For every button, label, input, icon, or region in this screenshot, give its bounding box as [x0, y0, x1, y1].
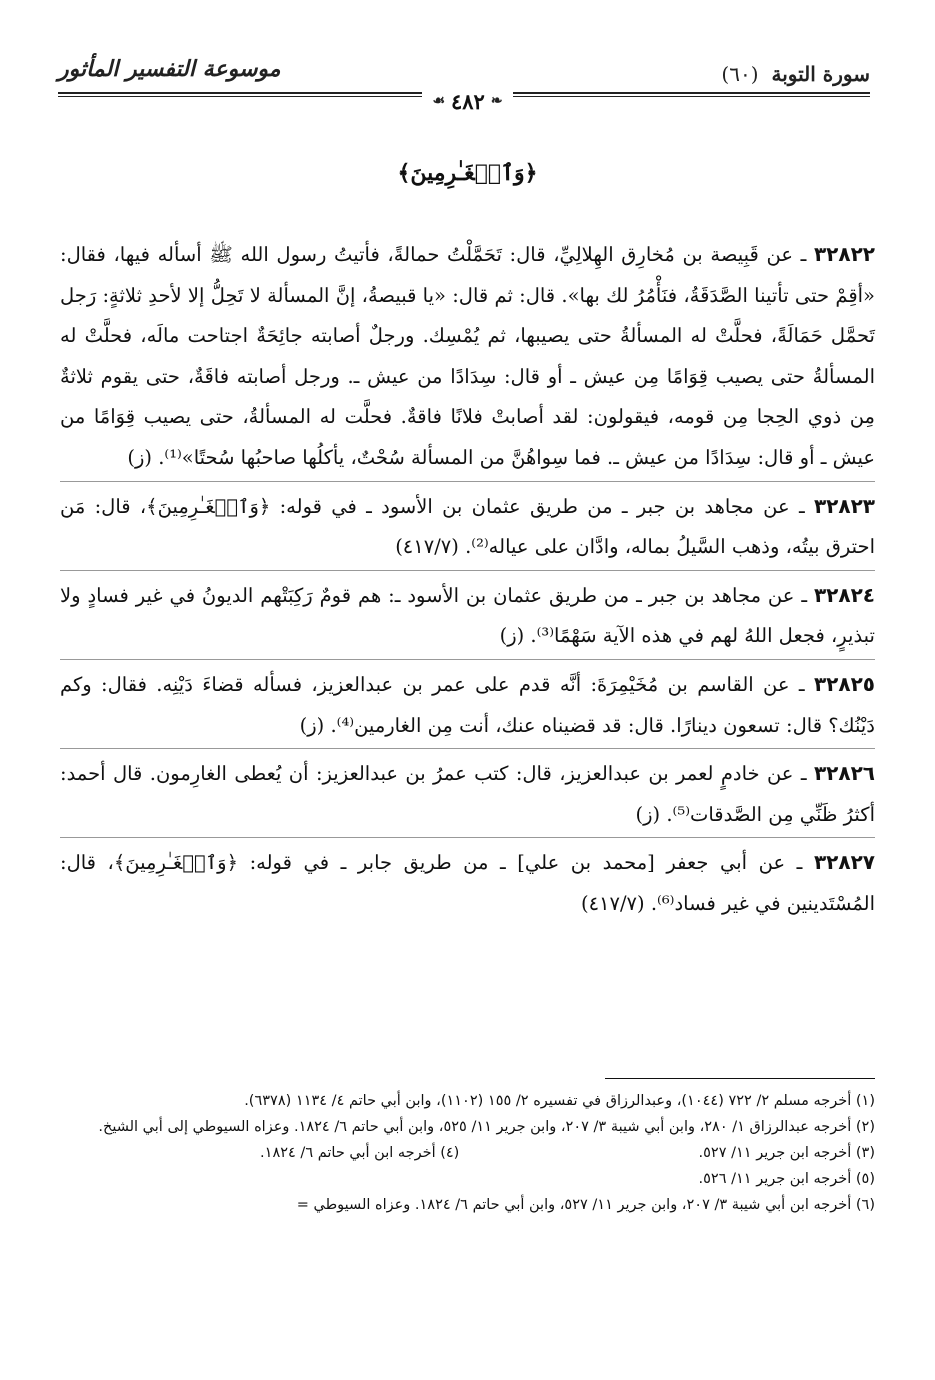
entry: [60, 481, 875, 568]
entry-text: ـ عن خادمٍ لعمر بن عبدالعزيز، قال: كتب عمرُ بن عبدالعزيز: أن يُعطى الغارِمون. قال أحمد: أكثرُ ظَنِّي مِن الصَّدقات⁽⁵⁾. (ز): [60, 762, 875, 826]
entry-number: ٣٢٨٢٣: [813, 493, 875, 518]
footnote: (٢) أخرجه عبدالرزاق ١/ ٢٨٠، وابن أبي شيبة ٣/ ٢٠٧، وابن جرير ١١/ ٥٢٥، وابن أبي حاتم ٦/ ١٨٢٤. وعزاه السيوطي إلى أبي الشيخ.: [98, 1119, 875, 1135]
footnote: (٥) أخرجه ابن جرير ١١/ ٥٢٦.: [698, 1171, 875, 1187]
footnote: (٣) أخرجه ابن جرير ١١/ ٥٢٧.: [698, 1145, 875, 1161]
page-number: [422, 89, 512, 114]
running-head-surah: [721, 62, 870, 86]
entry: [60, 748, 875, 835]
footnote: (٦) أخرجه ابن أبي شيبة ٣/ ٢٠٧، وابن جرير ١١/ ٥٢٧، وابن أبي حاتم ٦/ ١٨٢٤. وعزاه السيوطي =: [296, 1197, 875, 1213]
entry-number: ٣٢٨٢٢: [813, 242, 875, 266]
footnote: (١) أخرجه مسلم ٢/ ٧٢٢ (١٠٤٤)، وعبدالرزاق في تفسيره ٢/ ١٥٥ (١١٠٢)، وابن أبي حاتم ٤/ ١١٣٤ (٦٣٧٨).: [244, 1093, 875, 1109]
entry-number: ٣٢٨٢٦: [813, 761, 875, 786]
entry: [60, 837, 875, 924]
entry-number: ٣٢٨٢٧: [813, 850, 875, 875]
entry-number: ٣٢٨٢٥: [813, 671, 875, 696]
entry-text: ـ عن أبي جعفر [محمد بن علي] ـ من طريق جابر ـ في قوله: ﴿وَٱلۡغَـٰرِمِینَ﴾، قال: المُسْتَدينين في غير فساد⁽⁶⁾. (٤١٧/٧): [60, 851, 875, 915]
footnote-row: [60, 1140, 875, 1166]
verse-number: (٦٠): [721, 62, 759, 86]
page-number-value: ٤٨٢: [451, 88, 485, 114]
entry: [60, 570, 875, 657]
footnotes: [60, 1088, 875, 1218]
section-title: ﴿وَٱلۡغَـٰرِمِینَ﴾: [397, 160, 538, 186]
entry-text: ـ عن مجاهد بن جبر ـ من طريق عثمان بن الأسود ـ في قوله: ﴿وَٱلۡغَـٰرِمِینَ﴾، قال: مَن احترق بيتُه، وذهب السَّيلُ بماله، وادَّان على عياله⁽²⁾. (٤١٧/٧): [60, 494, 875, 559]
footnote-separator: [605, 1078, 875, 1079]
entry-text: ـ عن القاسم بن مُخَيْمِرَةَ: أنَّه قدم على عمر بن عبدالعزيز، فسأله قضاءَ دَيْنِه. فقال: وكم دَيْنُك؟ قال: تسعون دينارًا. قال: قد قضيناه عنك، أنت مِن الغارمين⁽⁴⁾. (ز): [60, 672, 875, 737]
entry-text: ـ عن قَبِيصة بن مُخارِق الهِلالِيِّ، قال: تَحَمَّلْتُ حمالةً، فأتيتُ رسول الله ﷺ أسأله فيها، فقال: «أقِمْ حتى تأتينا الصَّدَقَةُ، فنَأْمُرُ لك بها». قال: ثم قال: «يا قبيصةُ، إنَّ المسألة لا تَحِلُّ إلا لأحدِ ثلاثةٍ: رَجل تَحمَّل حَمَالَةً، فحلَّتْ له المسألةُ حتى يصيبها، ثم يُمْسِك. ورجلٌ أصابته جائِحَةٌ اجتاحت مالَه، فحلَّتْ له المسألةُ حتى يصيب قِوَامًا مِن عيش ـ أو قال: سِدَادًا من عيش ـ. ورجل أصابته فاقَةٌ، حتى يقوم ثلاثةٌ مِن ذوي الحِجا مِن قومه، فيقولون: لقد أصابتْ فلانًا فاقةٌ. فحلَّت له المسألةُ، حتى يصيب قِوَامًا من عيش ـ أو قال: سِدَادًا من عيش ـ. فما سِواهُنَّ من المسألة سُحْتٌ، يأكلُها صاحبُها سُحتًا»⁽¹⁾. (ز): [60, 243, 875, 469]
entry-text: ـ عن مجاهد بن جبر ـ من طريق عثمان بن الأسود ـ: هم قومٌ رَكِبَتْهم الديونُ في غير فسادٍ ولا تبذيرٍ، فجعل اللهُ لهم في هذه الآية سَهْمًا⁽³⁾. (ز): [60, 583, 875, 648]
page-number-bar: [0, 86, 935, 116]
entry-number: ٣٢٨٢٤: [813, 582, 875, 607]
hadith-entries: [60, 234, 875, 925]
ornament-icon: ☙: [432, 93, 445, 109]
footnote: (٤) أخرجه ابن أبي حاتم ٦/ ١٨٢٤.: [260, 1145, 460, 1161]
entry: [60, 234, 875, 479]
running-head-book-title: موسوعة التفسير المأثور: [58, 56, 281, 82]
entry: [60, 659, 875, 746]
ornament-icon: ❧: [490, 93, 503, 109]
surah-name: سورة التوبة: [771, 62, 870, 86]
